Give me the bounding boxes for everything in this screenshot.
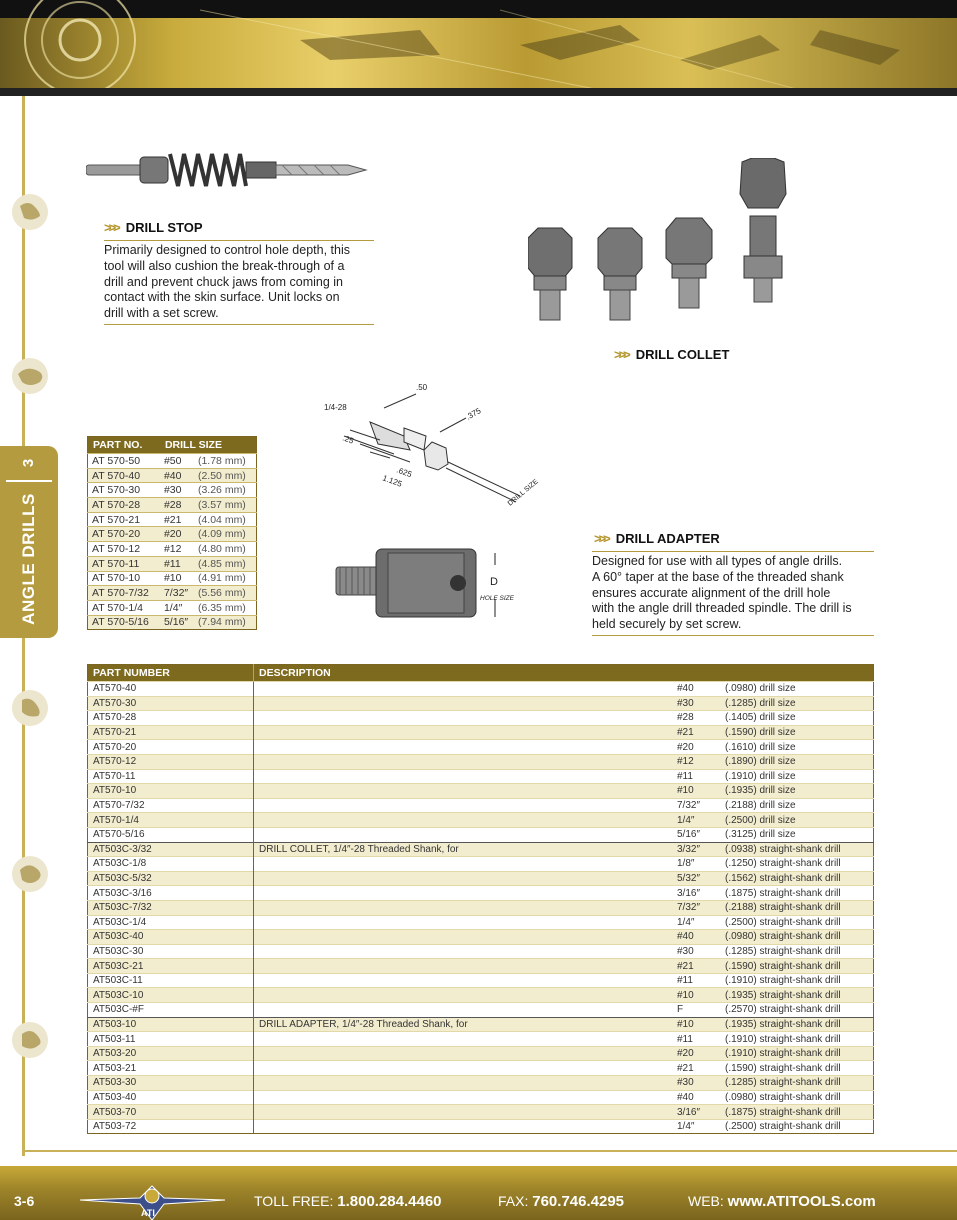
size-cell: #21 — [672, 725, 720, 740]
part-no-cell: AT 570-28 — [88, 498, 160, 513]
description-cell — [254, 827, 673, 842]
divider — [592, 551, 874, 552]
drill-size-cell: 1/4″ — [160, 600, 194, 615]
part-no-cell: AT 570-30 — [88, 483, 160, 498]
dim-thread: 1/4-28 — [324, 403, 347, 412]
metric-size-cell: (5.56 mm) — [194, 586, 257, 601]
part-no-cell: AT 570-10 — [88, 571, 160, 586]
text-line: drill with a set screw. — [104, 306, 219, 321]
table-row — [88, 483, 257, 498]
size-cell: #12 — [672, 754, 720, 769]
description-cell — [254, 769, 673, 784]
size-cell: #20 — [672, 1046, 720, 1061]
spec-cell: (.1875) straight-shank drill — [720, 886, 874, 901]
drill-size-cell: #28 — [160, 498, 194, 513]
drill-stop-description — [104, 243, 384, 322]
dim-625: .625 — [395, 465, 414, 480]
part-number-cell: AT570-5/16 — [88, 827, 254, 842]
text-line: Designed for use with all types of angle drills. — [592, 554, 843, 568]
chevron-right-icon: >>> — [594, 531, 608, 546]
metric-size-cell: (7.94 mm) — [194, 615, 257, 630]
part-number-cell: AT503C-7/32 — [88, 900, 254, 915]
size-cell: 7/32″ — [672, 900, 720, 915]
spec-cell: (.2500) drill size — [720, 813, 874, 828]
description-cell — [254, 915, 673, 930]
drill-size-cell: #21 — [160, 512, 194, 527]
part-no-cell: AT 570-5/16 — [88, 615, 160, 630]
table-row — [88, 915, 874, 930]
table-row — [88, 784, 874, 799]
size-cell: #10 — [672, 1017, 720, 1032]
description-cell — [254, 871, 673, 886]
fax-number: 760.746.4295 — [532, 1193, 625, 1210]
part-number-cell: AT503-10 — [88, 1017, 254, 1032]
part-number-cell: AT570-1/4 — [88, 813, 254, 828]
description-cell — [254, 1003, 673, 1018]
col-header-part-number: PART NUMBER — [88, 665, 254, 682]
size-cell: 1/4″ — [672, 813, 720, 828]
description-cell — [254, 1032, 673, 1047]
description-cell — [254, 900, 673, 915]
col-header-drill-size: DRILL SIZE — [160, 437, 257, 454]
size-cell: 3/16″ — [672, 886, 720, 901]
part-number-cell: AT503-21 — [88, 1061, 254, 1076]
fax-label: FAX: — [498, 1193, 529, 1209]
table-row — [88, 857, 874, 872]
table-row — [88, 973, 874, 988]
part-number-cell: AT503C-21 — [88, 959, 254, 974]
part-number-cell: AT570-12 — [88, 754, 254, 769]
globe-icon — [10, 688, 50, 728]
parts-table — [87, 664, 874, 1134]
table-row — [88, 1046, 874, 1061]
metric-size-cell: (4.85 mm) — [194, 556, 257, 571]
web-label: WEB: — [688, 1193, 724, 1209]
text-line: ensures accurate alignment of the drill hole — [592, 585, 831, 600]
banner-artwork — [0, 0, 957, 96]
part-no-cell: AT 570-50 — [88, 454, 160, 469]
spec-cell: (.3125) drill size — [720, 827, 874, 842]
part-number-cell: AT570-40 — [88, 682, 254, 697]
description-cell — [254, 857, 673, 872]
part-number-cell: AT503C-11 — [88, 973, 254, 988]
table-row — [88, 682, 874, 697]
spec-cell: (.1890) drill size — [720, 754, 874, 769]
spec-cell: (.2570) straight-shank drill — [720, 1003, 874, 1018]
spec-cell: (.2188) drill size — [720, 798, 874, 813]
part-number-cell: AT503-72 — [88, 1119, 254, 1134]
globe-icon — [10, 356, 50, 396]
drill-adapter-description — [592, 554, 882, 633]
table-row — [88, 498, 257, 513]
dim-drill-size: DRILL SIZE — [506, 478, 540, 508]
table-row — [88, 696, 874, 711]
size-cell: #40 — [672, 930, 720, 945]
spec-cell: (.1250) straight-shank drill — [720, 857, 874, 872]
logo-text: ATI — [141, 1208, 155, 1218]
col-header-description: DESCRIPTION — [254, 665, 874, 682]
table-row — [88, 798, 874, 813]
table-row — [88, 754, 874, 769]
part-number-cell: AT570-10 — [88, 784, 254, 799]
spec-cell: (.1875) straight-shank drill — [720, 1105, 874, 1120]
part-number-cell: AT570-20 — [88, 740, 254, 755]
part-no-cell: AT 570-11 — [88, 556, 160, 571]
part-number-cell: AT503C-3/32 — [88, 842, 254, 857]
drill-size-cell: #20 — [160, 527, 194, 542]
table-row — [88, 886, 874, 901]
text-line: held securely by set screw. — [592, 617, 742, 632]
drill-adapter-heading — [594, 531, 720, 546]
size-cell: #10 — [672, 784, 720, 799]
globe-icon — [10, 1020, 50, 1060]
dim-d: D — [490, 576, 498, 588]
table-header-row — [88, 665, 874, 682]
table-row — [88, 959, 874, 974]
table-row — [88, 813, 874, 828]
adapter-dimension-diagram — [320, 378, 550, 518]
drill-adapter-image — [332, 545, 522, 625]
description-cell: DRILL COLLET, 1/4″-28 Threaded Shank, for — [254, 842, 673, 857]
bottom-rule — [22, 1150, 957, 1152]
part-no-cell: AT 570-12 — [88, 542, 160, 557]
size-cell: #30 — [672, 696, 720, 711]
description-cell — [254, 696, 673, 711]
description-cell — [254, 754, 673, 769]
table-row — [88, 1090, 874, 1105]
size-cell: #11 — [672, 973, 720, 988]
description-cell — [254, 1046, 673, 1061]
table-row — [88, 871, 874, 886]
part-number-cell: AT503-40 — [88, 1090, 254, 1105]
divider — [104, 240, 374, 241]
text-line: contact with the skin surface. Unit locks on — [104, 290, 340, 305]
chapter-tab[interactable] — [0, 446, 58, 638]
banner-bottom-bar — [0, 88, 957, 96]
col-header-part-no: PART NO. — [88, 437, 160, 454]
size-cell: #28 — [672, 711, 720, 726]
spec-cell: (.2500) straight-shank drill — [720, 915, 874, 930]
spec-cell: (.0980) straight-shank drill — [720, 1090, 874, 1105]
spec-cell: (.1610) drill size — [720, 740, 874, 755]
drill-size-cell: 5/16″ — [160, 615, 194, 630]
size-cell: #40 — [672, 682, 720, 697]
part-number-cell: AT503-30 — [88, 1076, 254, 1091]
chevron-right-icon: >>> — [104, 220, 118, 235]
description-cell — [254, 886, 673, 901]
part-number-cell: AT503C-#F — [88, 1003, 254, 1018]
metric-size-cell: (4.04 mm) — [194, 512, 257, 527]
table-row — [88, 711, 874, 726]
metric-size-cell: (4.91 mm) — [194, 571, 257, 586]
spec-cell: (.0938) straight-shank drill — [720, 842, 874, 857]
table-row — [88, 769, 874, 784]
part-no-cell: AT 570-7/32 — [88, 586, 160, 601]
description-cell — [254, 930, 673, 945]
table-row — [88, 1003, 874, 1018]
part-number-cell: AT503C-40 — [88, 930, 254, 945]
dim-1125: 1.125 — [381, 473, 404, 489]
description-cell — [254, 813, 673, 828]
web — [688, 1193, 876, 1210]
drill-size-cell: #50 — [160, 454, 194, 469]
drill-size-cell: #10 — [160, 571, 194, 586]
spec-cell: (.1590) drill size — [720, 725, 874, 740]
description-cell — [254, 959, 673, 974]
dim-50: .50 — [416, 383, 428, 392]
table-row — [88, 571, 257, 586]
text-line: tool will also cushion the break-through of a — [104, 258, 345, 273]
size-cell: 3/32″ — [672, 842, 720, 857]
description-cell — [254, 711, 673, 726]
chevron-right-icon: >>> — [614, 347, 628, 362]
table-row — [88, 556, 257, 571]
description-cell — [254, 1119, 673, 1134]
description-cell — [254, 1105, 673, 1120]
spec-cell: (.1562) straight-shank drill — [720, 871, 874, 886]
part-number-cell: AT570-28 — [88, 711, 254, 726]
part-number-cell: AT503C-3/16 — [88, 886, 254, 901]
part-no-cell: AT 570-20 — [88, 527, 160, 542]
description-cell — [254, 1090, 673, 1105]
part-number-cell: AT503-20 — [88, 1046, 254, 1061]
table-row — [88, 512, 257, 527]
size-cell: #20 — [672, 740, 720, 755]
dim-375: .375 — [464, 406, 483, 422]
toll-free — [254, 1193, 442, 1210]
spec-cell: (.1405) drill size — [720, 711, 874, 726]
dim-hole-size: HOLE SIZE — [480, 595, 514, 602]
size-cell: 1/8″ — [672, 857, 720, 872]
spec-cell: (.1285) straight-shank drill — [720, 1076, 874, 1091]
spec-cell: (.1590) straight-shank drill — [720, 959, 874, 974]
spec-cell: (.1910) straight-shank drill — [720, 973, 874, 988]
spec-cell: (.1935) drill size — [720, 784, 874, 799]
spec-cell: (.1910) drill size — [720, 769, 874, 784]
size-cell: #30 — [672, 944, 720, 959]
spec-cell: (.1935) straight-shank drill — [720, 988, 874, 1003]
part-no-cell: AT 570-1/4 — [88, 600, 160, 615]
part-number-cell: AT503C-1/4 — [88, 915, 254, 930]
spec-cell: (.0980) straight-shank drill — [720, 930, 874, 945]
spec-cell: (.1590) straight-shank drill — [720, 1061, 874, 1076]
text-line: with the angle drill threaded spindle. The drill is — [592, 601, 852, 616]
size-cell: 5/32″ — [672, 871, 720, 886]
footer-bar — [0, 1166, 957, 1220]
part-number-cell: AT503C-5/32 — [88, 871, 254, 886]
size-cell: 3/16″ — [672, 1105, 720, 1120]
divider — [104, 324, 374, 325]
fax — [498, 1193, 624, 1210]
part-number-cell: AT570-30 — [88, 696, 254, 711]
spec-cell: (.1935) straight-shank drill — [720, 1017, 874, 1032]
description-cell — [254, 740, 673, 755]
metric-size-cell: (3.57 mm) — [194, 498, 257, 513]
chapter-number: 3 — [20, 458, 37, 468]
drill-size-cell: #30 — [160, 483, 194, 498]
part-number-cell: AT503C-10 — [88, 988, 254, 1003]
metric-size-cell: (2.50 mm) — [194, 468, 257, 483]
divider — [592, 635, 874, 636]
size-cell: #11 — [672, 769, 720, 784]
spec-cell: (.1910) straight-shank drill — [720, 1032, 874, 1047]
table-row — [88, 900, 874, 915]
description-cell — [254, 784, 673, 799]
description-cell — [254, 682, 673, 697]
description-cell — [254, 973, 673, 988]
dim-25: .25 — [341, 433, 355, 446]
description-cell — [254, 798, 673, 813]
description-cell — [254, 944, 673, 959]
size-cell: #10 — [672, 988, 720, 1003]
text-line: drill and prevent chuck jaws from coming in — [104, 274, 343, 289]
description-cell — [254, 1061, 673, 1076]
ati-logo — [80, 1176, 225, 1220]
part-number-cell: AT570-7/32 — [88, 798, 254, 813]
size-cell: #21 — [672, 959, 720, 974]
drill-stop-size-table — [87, 436, 257, 630]
table-row — [88, 725, 874, 740]
part-number-cell: AT570-21 — [88, 725, 254, 740]
part-no-cell: AT 570-21 — [88, 512, 160, 527]
metric-size-cell: (1.78 mm) — [194, 454, 257, 469]
drill-collet-heading — [614, 347, 729, 362]
toll-free-number[interactable]: 1.800.284.4460 — [337, 1193, 442, 1210]
drill-stop-heading — [104, 220, 203, 235]
description-cell — [254, 988, 673, 1003]
table-row — [88, 1017, 874, 1032]
size-cell: F — [672, 1003, 720, 1018]
part-number-cell: AT503C-1/8 — [88, 857, 254, 872]
drill-size-cell: 7/32″ — [160, 586, 194, 601]
table-row — [88, 615, 257, 630]
table-row — [88, 527, 257, 542]
table-row — [88, 1032, 874, 1047]
header-banner — [0, 0, 957, 96]
table-row — [88, 1119, 874, 1134]
spec-cell: (.2188) straight-shank drill — [720, 900, 874, 915]
drill-size-cell: #40 — [160, 468, 194, 483]
part-number-cell: AT503C-30 — [88, 944, 254, 959]
table-row — [88, 1105, 874, 1120]
metric-size-cell: (6.35 mm) — [194, 600, 257, 615]
size-cell: 5/16″ — [672, 827, 720, 842]
size-cell: #30 — [672, 1076, 720, 1091]
text-line: Primarily designed to control hole depth, this — [104, 243, 350, 257]
part-number-cell: AT570-11 — [88, 769, 254, 784]
description-cell: DRILL ADAPTER, 1/4″-28 Threaded Shank, for — [254, 1017, 673, 1032]
size-cell: #11 — [672, 1032, 720, 1047]
part-no-cell: AT 570-40 — [88, 468, 160, 483]
size-cell: #21 — [672, 1061, 720, 1076]
drill-size-cell: #12 — [160, 542, 194, 557]
table-row — [88, 944, 874, 959]
table-row — [88, 740, 874, 755]
table-row — [88, 842, 874, 857]
drill-collet-title: DRILL COLLET — [635, 347, 730, 362]
size-cell: 1/4″ — [672, 1119, 720, 1134]
table-row — [88, 454, 257, 469]
table-row — [88, 586, 257, 601]
metric-size-cell: (3.26 mm) — [194, 483, 257, 498]
part-number-cell: AT503-70 — [88, 1105, 254, 1120]
globe-icon — [10, 192, 50, 232]
drill-stop-title: DRILL STOP — [125, 220, 203, 235]
chapter-divider — [6, 480, 52, 482]
part-number-cell: AT503-11 — [88, 1032, 254, 1047]
toll-free-label: TOLL FREE: — [254, 1193, 334, 1209]
spec-cell: (.1285) drill size — [720, 696, 874, 711]
table-row — [88, 827, 874, 842]
table-row — [88, 468, 257, 483]
size-cell: #40 — [672, 1090, 720, 1105]
text-line: A 60° taper at the base of the threaded shank — [592, 569, 844, 584]
table-row — [88, 600, 257, 615]
drill-stop-image — [86, 148, 368, 192]
globe-icon — [10, 854, 50, 894]
spec-cell: (.2500) straight-shank drill — [720, 1119, 874, 1134]
chapter-label: ANGLE DRILLS — [19, 493, 38, 625]
metric-size-cell: (4.80 mm) — [194, 542, 257, 557]
description-cell — [254, 725, 673, 740]
table-row — [88, 1061, 874, 1076]
spec-cell: (.1910) straight-shank drill — [720, 1046, 874, 1061]
spec-cell: (.1285) straight-shank drill — [720, 944, 874, 959]
drill-adapter-title: DRILL ADAPTER — [615, 531, 720, 546]
drill-size-cell: #11 — [160, 556, 194, 571]
size-cell: 1/4″ — [672, 915, 720, 930]
drill-collet-image — [528, 158, 798, 328]
table-row — [88, 1076, 874, 1091]
table-row — [88, 542, 257, 557]
metric-size-cell: (4.09 mm) — [194, 527, 257, 542]
table-header-row — [88, 437, 257, 454]
spec-cell: (.0980) drill size — [720, 682, 874, 697]
page-number: 3-6 — [14, 1193, 35, 1209]
size-cell: 7/32″ — [672, 798, 720, 813]
description-cell — [254, 1076, 673, 1091]
table-row — [88, 988, 874, 1003]
web-link[interactable]: www.ATITOOLS.com — [727, 1193, 876, 1210]
table-row — [88, 930, 874, 945]
